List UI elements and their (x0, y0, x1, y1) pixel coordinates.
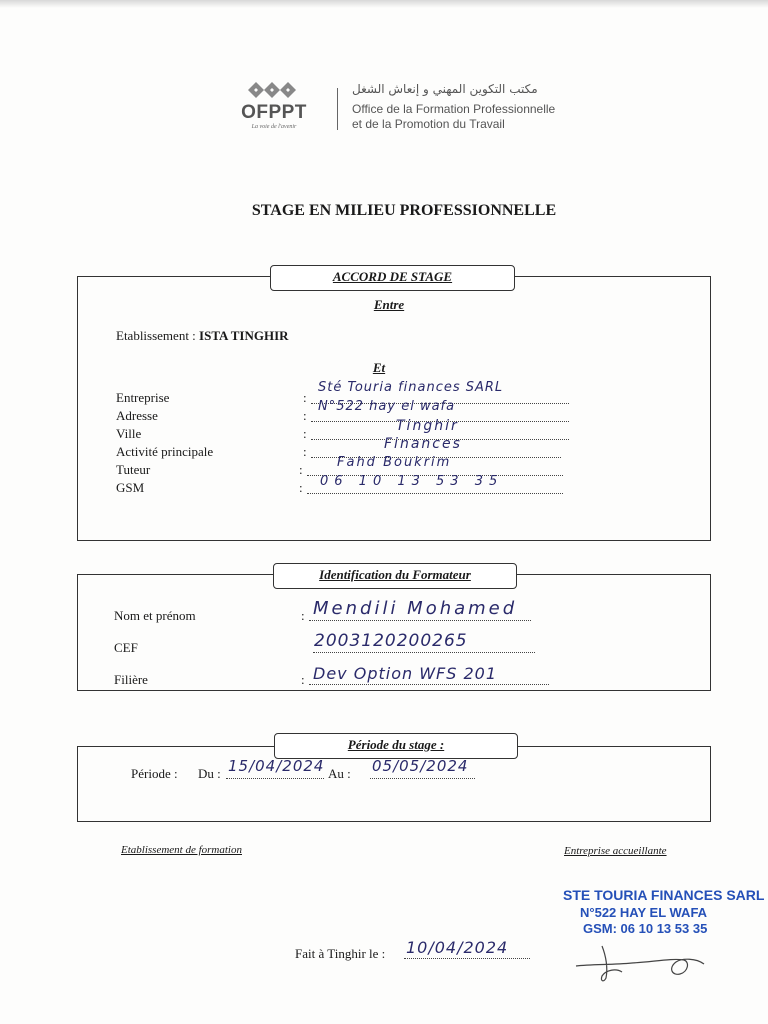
ville-label: Ville (116, 426, 142, 441)
signature-graphic (572, 938, 712, 986)
nom-label: Nom et prénom (114, 608, 196, 623)
company-stamp-line-1: STE TOURIA FINANCES SARL (563, 887, 765, 903)
formateur-tab: Identification du Formateur (273, 563, 517, 589)
filiere-value: Dev Option WFS 201 (313, 664, 498, 683)
entreprise-label: Entreprise (116, 390, 170, 405)
activite-value: Finances (384, 436, 462, 452)
gsm-value: 06 10 13 53 35 (320, 474, 504, 489)
document-title: STAGE EN MILIEU PROFESSIONNELLE (251, 202, 557, 219)
company-stamp-line-3: GSM: 06 10 13 53 35 (583, 921, 708, 936)
company-stamp-line-2: N°522 HAY EL WAFA (580, 905, 708, 920)
adresse-label: Adresse (116, 408, 158, 423)
periode-tab: Période du stage : (274, 733, 518, 759)
cef-value: 2003120200265 (314, 631, 468, 651)
filiere-label: Filière (114, 672, 148, 687)
logo-tagline: La voie de l'avenir (251, 124, 297, 130)
du-label: Du : (198, 766, 221, 781)
nom-value: Mendili Mohamed (313, 598, 518, 619)
ofppt-emblem-icon (244, 78, 304, 102)
accord-tab: ACCORD DE STAGE (270, 265, 515, 291)
office-line-2: et de la Promotion du Travail (352, 117, 505, 131)
header-divider (337, 88, 338, 130)
entreprise-value: Sté Touria finances SARL (318, 380, 504, 395)
arabic-institution-name: مكتب التكوين المهني و إنعاش الشغل (352, 82, 538, 96)
etablissement-label: Etablissement : (116, 328, 200, 343)
adresse-value: N°522 hay el wafa (318, 399, 456, 414)
etablissement-formation-label: Etablissement de formation (121, 844, 242, 856)
ofppt-logo (228, 78, 320, 158)
ville-value: Tinghir (396, 418, 459, 434)
du-value: 15/04/2024 (228, 757, 325, 775)
au-value: 05/05/2024 (372, 757, 469, 775)
scan-edge (0, 0, 768, 8)
entreprise-accueillante-label: Entreprise accueillante (564, 845, 667, 857)
tuteur-value: Fahd Boukrim (337, 455, 452, 470)
fait-label: Fait à Tinghir le : (295, 946, 386, 961)
tuteur-label: Tuteur (116, 462, 151, 477)
activite-label: Activité principale (116, 444, 214, 459)
periode-label: Période : (131, 766, 178, 781)
cef-label: CEF (114, 640, 138, 655)
etablissement-value: ISTA TINGHIR (199, 328, 289, 343)
fait-date: 10/04/2024 (406, 938, 509, 957)
au-label: Au : (328, 766, 351, 781)
etablissement-row (116, 328, 289, 344)
logo-name: OFPPT (241, 102, 307, 123)
et-label: Et (372, 360, 386, 375)
office-line-1: Office de la Formation Professionnelle (352, 102, 556, 116)
entre-label: Entre (373, 297, 405, 312)
gsm-label: GSM (116, 480, 145, 495)
